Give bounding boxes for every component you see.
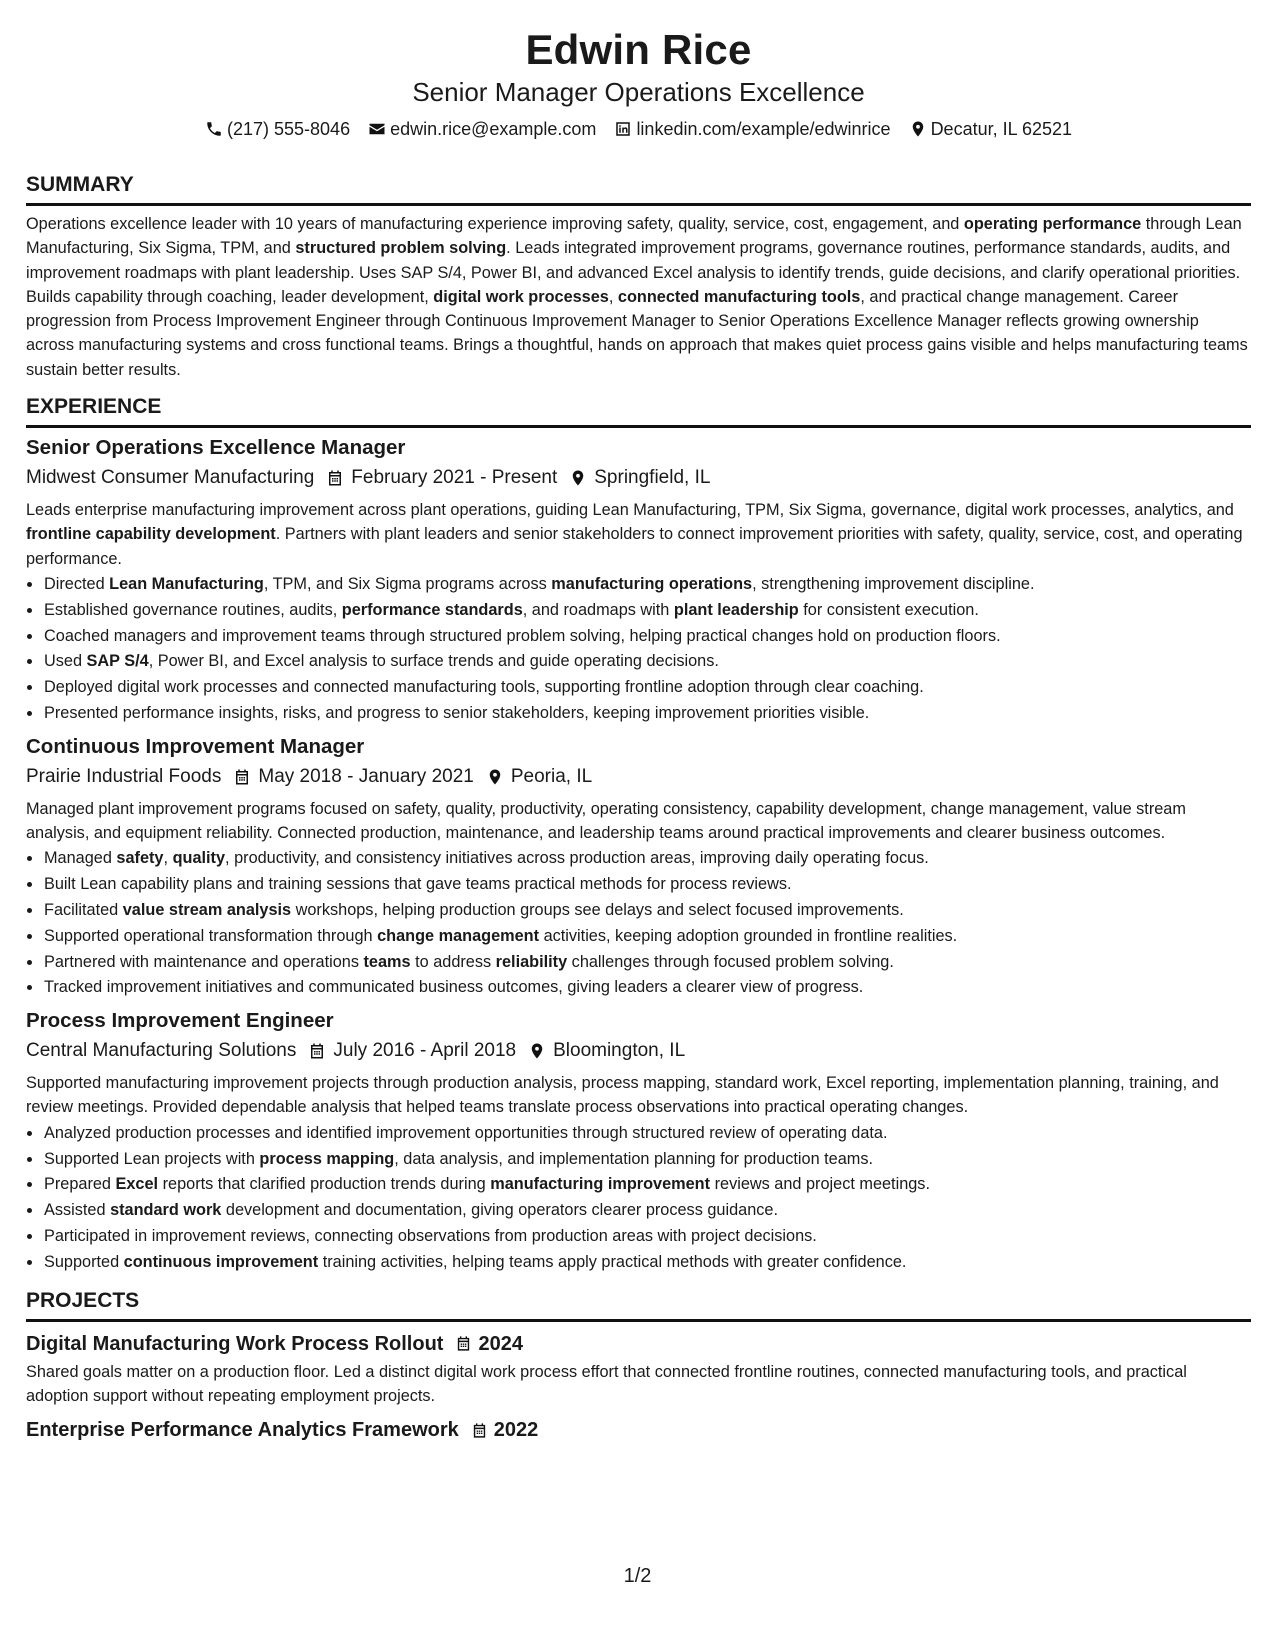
job-title: Process Improvement Engineer <box>26 1009 334 1033</box>
bullet-text: reports that clarified production trends during <box>158 1175 491 1194</box>
email-link[interactable]: edwin.rice@example.com <box>390 118 597 139</box>
bullet-item <box>43 1198 1251 1224</box>
summary-text <box>26 212 1251 382</box>
location-text: Decatur, IL 62521 <box>930 118 1072 139</box>
map-pin-icon <box>486 767 504 787</box>
phone-text: (217) 555-8046 <box>226 118 351 139</box>
bullet-item <box>43 950 1251 976</box>
linkedin-link[interactable]: linkedin.com/example/edwinrice <box>636 118 891 139</box>
experience-list <box>26 434 1251 1275</box>
calendar-icon <box>233 767 251 787</box>
job-entry <box>26 434 1251 727</box>
bullet-text: Prepared <box>44 1175 116 1194</box>
bullet-item <box>43 1172 1251 1198</box>
bullet-text: challenges through focused problem solving. <box>567 952 894 971</box>
bullet-emphasis: SAP S/4 <box>86 652 149 671</box>
job-summary-text: Leads enterprise manufacturing improvement across plant operations, guiding Lean Manufacturing, TPM, Six Sigma, governance, digital work processes, analytics, and <box>26 501 1234 520</box>
bullet-item <box>43 1121 1251 1147</box>
summary-text: , and practical change management. Career progression from Process Improvement Engineer through Continuous Improvement Manager to Senior Operations Excellence Manager reflects growing ownership across manufacturing systems and cross functional teams. Brings a thoughtful, hands on approach that makes quiet process gains visible and helps manufacturing teams sustain better results. <box>26 287 1248 379</box>
bullet-emphasis: process mapping <box>259 1149 395 1168</box>
bullet-text: Assisted <box>44 1201 111 1220</box>
bullet-item <box>43 598 1251 624</box>
bullet-text: to address <box>410 952 496 971</box>
calendar-icon-wrap <box>471 1421 488 1440</box>
projects-list <box>26 1330 1251 1445</box>
bullet-emphasis: reliability <box>495 952 568 971</box>
calendar-icon <box>326 468 344 488</box>
calendar-icon-wrap <box>233 767 251 787</box>
bullet-text: development and documentation, giving operators clearer process guidance. <box>221 1201 778 1220</box>
map-pin-icon <box>569 468 587 488</box>
bullet-item <box>43 1224 1251 1250</box>
bullet-text: workshops, helping production groups see delays and select focused improvements. <box>291 900 904 919</box>
summary-emphasis: connected manufacturing tools <box>617 287 861 306</box>
bullet-item <box>43 898 1251 924</box>
job-dates: July 2016 - April 2018 <box>333 1040 517 1062</box>
bullet-item <box>43 872 1251 898</box>
bullet-item <box>43 649 1251 675</box>
bullet-emphasis: continuous improvement <box>123 1252 319 1271</box>
job-summary-emphasis: frontline capability development <box>26 525 276 544</box>
bullet-text: Tracked improvement initiatives and communicated business outcomes, giving leaders a clearer view of progress. <box>44 978 864 997</box>
job-entry <box>26 1007 1251 1275</box>
bullet-text: training activities, helping teams apply practical methods with greater confidence. <box>318 1252 907 1271</box>
bullet-emphasis: standard work <box>110 1201 222 1220</box>
summary-emphasis: structured problem solving <box>295 239 507 258</box>
company-name: Prairie Industrial Foods <box>26 765 222 787</box>
bullet-text: , and roadmaps with <box>522 600 674 619</box>
bullet-item <box>43 701 1251 727</box>
job-meta <box>26 1037 1251 1065</box>
job-title: Continuous Improvement Manager <box>26 734 365 758</box>
calendar-icon-wrap <box>326 468 344 488</box>
bullet-text: Supported operational transformation through <box>44 926 378 945</box>
bullet-text: , data analysis, and implementation planning for production teams. <box>394 1149 874 1168</box>
bullet-text: activities, keeping adoption grounded in frontline realities. <box>539 926 958 945</box>
bullet-emphasis: Lean Manufacturing <box>109 574 264 593</box>
summary-text: . Leads integrated improvement programs, governance routines, performance standards, audits, and improvement roadmaps with plant leadership. Uses SAP S/4, Power BI, and advanced Excel analysis to identify trends, guide decisions, and clarify operational priorities. Builds capability through coaching, leader development, <box>26 239 1241 306</box>
bullet-text: for consistent execution. <box>798 600 979 619</box>
bullet-text: Partnered with maintenance and operations <box>44 952 364 971</box>
job-bullets <box>26 846 1251 1001</box>
project-year: 2022 <box>493 1419 539 1442</box>
job-dates: February 2021 - Present <box>351 467 558 489</box>
bullet-text: Participated in improvement reviews, connecting observations from production areas with project decisions. <box>44 1226 817 1245</box>
bullet-item <box>43 1147 1251 1173</box>
job-meta <box>26 464 1251 492</box>
job-bullets <box>26 1121 1251 1276</box>
calendar-icon <box>308 1041 326 1061</box>
bullet-emphasis: manufacturing improvement <box>490 1175 711 1194</box>
job-summary <box>26 797 1251 846</box>
project-description: Shared goals matter on a production floor. Led a distinct digital work process effort that connected frontline routines, connected manufacturing tools, and practical adoption support without repeating employment projects. <box>26 1362 1187 1405</box>
bullet-text: , TPM, and Six Sigma programs across <box>263 574 552 593</box>
bullet-item <box>43 572 1251 598</box>
bullet-text: reviews and project meetings. <box>710 1175 930 1194</box>
bullet-emphasis: performance standards <box>341 600 523 619</box>
contact-linkedin[interactable] <box>614 119 890 140</box>
project-title: Enterprise Performance Analytics Framework <box>26 1419 459 1442</box>
contact-bar <box>26 116 1251 142</box>
bullet-text: Deployed digital work processes and connected manufacturing tools, supporting frontline adoption through clear coaching. <box>44 678 924 697</box>
bullet-item <box>43 1250 1251 1276</box>
job-summary <box>26 498 1251 571</box>
company-name: Midwest Consumer Manufacturing <box>26 467 315 489</box>
job-location: Peoria, IL <box>510 765 593 787</box>
linkedin-icon <box>614 120 632 138</box>
bullet-text: Built Lean capability plans and training sessions that gave teams practical methods for process reviews. <box>44 875 792 894</box>
bullet-text: Directed <box>44 574 110 593</box>
job-bullets <box>26 572 1251 727</box>
job-title: Senior Operations Excellence Manager <box>26 436 406 460</box>
map-pin-icon-wrap <box>528 1041 546 1061</box>
map-pin-icon-wrap <box>569 468 587 488</box>
project-year: 2024 <box>478 1332 523 1355</box>
bullet-text: , <box>163 849 173 868</box>
summary-text: through Lean Manufacturing, Six Sigma, TPM, and <box>26 215 1242 258</box>
bullet-item <box>43 975 1251 1001</box>
contact-email[interactable] <box>368 119 596 140</box>
phone-icon <box>205 120 223 138</box>
job-dates: May 2018 - January 2021 <box>258 765 474 787</box>
bullet-text: , productivity, and consistency initiatives across production areas, improving daily operating focus. <box>225 849 929 868</box>
bullet-text: , strengthening improvement discipline. <box>752 574 1035 593</box>
map-pin-icon <box>528 1041 546 1061</box>
project-entry <box>26 1416 1251 1444</box>
calendar-icon-wrap <box>455 1334 472 1353</box>
bullet-text: Supported Lean projects with <box>44 1149 260 1168</box>
bullet-text: Analyzed production processes and identified improvement opportunities through structured review of operating data. <box>44 1123 888 1142</box>
bullet-text: Facilitated <box>44 900 123 919</box>
job-entry <box>26 733 1251 1001</box>
candidate-name: Edwin Rice <box>525 26 752 73</box>
bullet-text: Used <box>44 652 87 671</box>
job-location: Springfield, IL <box>594 467 711 489</box>
bullet-item <box>43 675 1251 701</box>
project-title-row <box>26 1416 1251 1444</box>
contact-phone <box>205 119 350 140</box>
job-meta <box>26 763 1251 791</box>
job-summary <box>26 1071 1251 1120</box>
summary-emphasis: digital work processes <box>433 287 609 306</box>
bullet-text: Managed <box>44 849 117 868</box>
summary-text: , <box>608 287 618 306</box>
bullet-emphasis: value stream analysis <box>122 900 292 919</box>
bullet-emphasis: Excel <box>115 1175 159 1194</box>
bullet-emphasis: teams <box>363 952 411 971</box>
calendar-icon <box>471 1421 488 1440</box>
map-pin-icon <box>909 120 927 138</box>
job-summary-text: . Partners with plant leaders and senior stakeholders to connect improvement priorities with safety, quality, service, cost, and operating performance. <box>26 525 1243 568</box>
bullet-text: Coached managers and improvement teams through structured problem solving, helping practical changes hold on production floors. <box>44 626 1001 645</box>
bullet-item <box>43 846 1251 872</box>
bullet-text: , Power BI, and Excel analysis to surface trends and guide operating decisions. <box>148 652 719 671</box>
job-location: Bloomington, IL <box>553 1040 686 1062</box>
contact-location <box>909 119 1072 140</box>
job-summary-text: Supported manufacturing improvement projects through production analysis, process mapping, standard work, Excel reporting, implementation planning, training, and review meetings. Provided dependable analysis that helped teams translate process observations into practical operating changes. <box>26 1074 1219 1117</box>
bullet-emphasis: plant leadership <box>673 600 799 619</box>
project-title: Digital Manufacturing Work Process Rollout <box>26 1332 444 1355</box>
bullet-emphasis: manufacturing operations <box>551 574 753 593</box>
project-title-row <box>26 1330 1251 1358</box>
experience-heading: EXPERIENCE <box>26 394 1251 428</box>
candidate-headline: Senior Manager Operations Excellence <box>412 77 865 107</box>
bullet-item <box>43 924 1251 950</box>
calendar-icon <box>455 1334 472 1353</box>
summary-heading: SUMMARY <box>26 172 1251 206</box>
summary-text: Operations excellence leader with 10 years of manufacturing experience improving safety, quality, service, cost, engagement, and <box>26 215 964 233</box>
envelope-icon <box>368 120 386 138</box>
bullet-text: Presented performance insights, risks, and progress to senior stakeholders, keeping improvement priorities visible. <box>44 703 870 722</box>
job-summary-text: Managed plant improvement programs focused on safety, quality, productivity, operating consistency, capability development, change management, value stream analysis, and equipment reliability. Connected production, maintenance, and leadership teams around practical improvements and clearer business outcomes. <box>26 799 1186 843</box>
summary-emphasis: operating performance <box>963 215 1142 233</box>
bullet-text: Supported <box>44 1252 124 1271</box>
project-entry <box>26 1330 1251 1409</box>
projects-heading: PROJECTS <box>26 1288 1251 1322</box>
bullet-item <box>43 624 1251 650</box>
calendar-icon-wrap <box>308 1041 326 1061</box>
page-number: 1/2 <box>623 1565 652 1587</box>
resume-page <box>26 0 1251 1444</box>
bullet-text: Established governance routines, audits, <box>44 600 342 619</box>
company-name: Central Manufacturing Solutions <box>26 1040 297 1062</box>
map-pin-icon-wrap <box>486 767 504 787</box>
bullet-emphasis: safety <box>116 849 164 868</box>
bullet-emphasis: quality <box>172 849 226 868</box>
bullet-emphasis: change management <box>377 926 540 945</box>
